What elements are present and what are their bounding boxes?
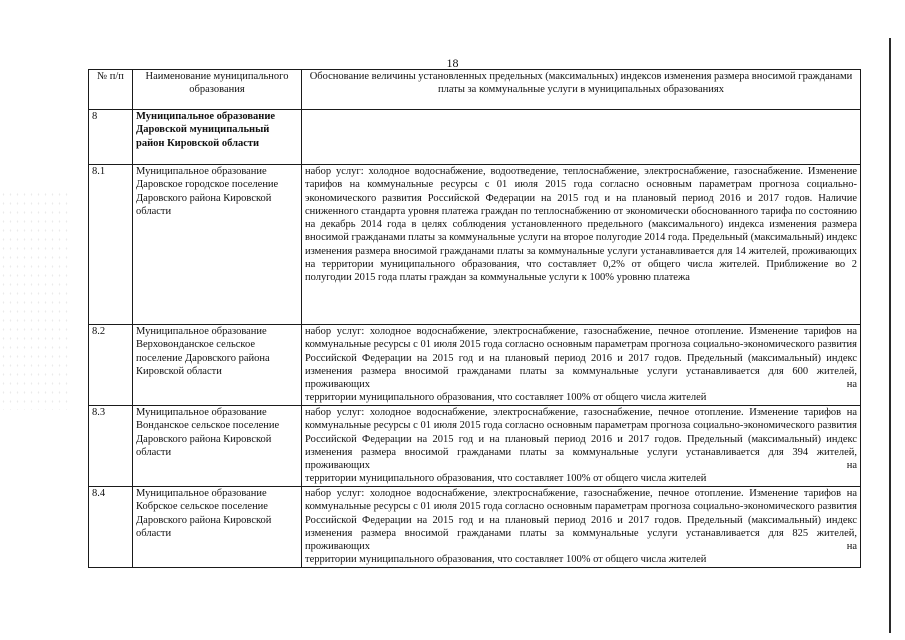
scan-noise [0, 190, 70, 410]
row-justification-last: территории муниципального образования, что составляет 100% от общего числа жителей [305, 392, 707, 404]
row-name: Муниципальное образование Даровское городское поселение Даровского района Кировской области [133, 165, 302, 325]
header-justification: Обоснование величины установленных предельных (максимальных) индексов изменения размера вносимой гражданами платы за коммунальные услуги в муниципальных образованиях [302, 70, 861, 110]
row-num: 8.1 [89, 165, 133, 325]
row-justification-main: набор услуг: холодное водоснабжение, электроснабжение, газоснабжение, печное отопление. Изменение тарифов на коммунальные ресурсы с 01 июля 2015 года согласно основным параметрам прогноза социально-экономического развития Российской Федерации на 2015 год и на плановый период 2016 и 2017 годов. Предельный (максимальный) индекс изменения размера вносимой гражданами платы за коммунальные услуги устанавливается для 600 жителей, проживающих на [305, 326, 857, 391]
region-num: 8 [89, 110, 133, 165]
row-justification-last: территории муниципального образования, что составляет 100% от общего числа жителей [305, 473, 707, 485]
row-justification-main: набор услуг: холодное водоснабжение, водоотведение, теплоснабжение, электроснабжение, газоснабжение. Изменение тарифов на коммунальные ресурсы с 01 июля 2015 года согласно основным параметрам прогноза социально-экономического развития Российской Федерации на 2015 год и на плановый период 2016 и 2017 годов. Наличие сниженного стандарта уровня платежа граждан по теплоснабжению от экономически обоснованного тарифа по состоянию на декабрь 2014 года в целях соблюдения установленного предельного (максимального) индекса изменения размера вносимой гражданами платы за коммунальные услуги на второе полугодие 2014 года. Предельный (максимальный) индекс изменения размера вносимой гражданами платы за коммунальные услуги устанавливается для 14 жителей, проживающих на территории муниципального образования, что составляет 0,2% от общего числа жителей. Приближение во 2 [305, 166, 857, 271]
page-edge-rule [889, 38, 891, 633]
row-num: 8.2 [89, 325, 133, 406]
table-row [89, 487, 861, 568]
row-justification [302, 325, 861, 406]
row-name: Муниципальное образование Вонданское сельское поселение Даровского района Кировской области [133, 406, 302, 487]
table-row [89, 165, 861, 325]
table-row [89, 406, 861, 487]
tariff-justification-table [88, 69, 861, 568]
row-justification [302, 165, 861, 325]
row-justification-last: полугодии 2015 года платы граждан за коммунальные услуги к 100% уровню платежа [305, 272, 690, 284]
region-row [89, 110, 861, 165]
row-justification [302, 406, 861, 487]
row-justification [302, 487, 861, 568]
table-row [89, 325, 861, 406]
row-num: 8.4 [89, 487, 133, 568]
table-header-row [89, 70, 861, 110]
region-text [302, 110, 861, 165]
row-justification-main: набор услуг: холодное водоснабжение, электроснабжение, газоснабжение, печное отопление. Изменение тарифов на коммунальные ресурсы с 01 июля 2015 года согласно основным параметрам прогноза социально-экономического развития Российской Федерации на 2015 год и на плановый период 2016 и 2017 годов. Предельный (максимальный) индекс изменения размера вносимой гражданами платы за коммунальные услуги устанавливается для 825 жителей, проживающих на [305, 488, 857, 553]
header-num: № п/п [89, 70, 133, 110]
row-name: Муниципальное образование Кобрское сельское поселение Даровского района Кировской области [133, 487, 302, 568]
row-justification-last: территории муниципального образования, что составляет 100% от общего числа жителей [305, 554, 707, 566]
header-name: Наименование муниципального образования [133, 70, 302, 110]
region-name: Муниципальное образование Даровской муниципальный район Кировской области [133, 110, 302, 165]
row-num: 8.3 [89, 406, 133, 487]
row-name: Муниципальное образование Верховонданское сельское поселение Даровского района Кировской области [133, 325, 302, 406]
page-number: 18 [446, 56, 459, 70]
row-justification-main: набор услуг: холодное водоснабжение, электроснабжение, газоснабжение, печное отопление. Изменение тарифов на коммунальные ресурсы с 01 июля 2015 года согласно основным параметрам прогноза социально-экономического развития Российской Федерации на 2015 год и на плановый период 2016 и 2017 годов. Предельный (максимальный) индекс изменения размера вносимой гражданами платы за коммунальные услуги устанавливается для 394 жителей, проживающих на [305, 407, 857, 472]
